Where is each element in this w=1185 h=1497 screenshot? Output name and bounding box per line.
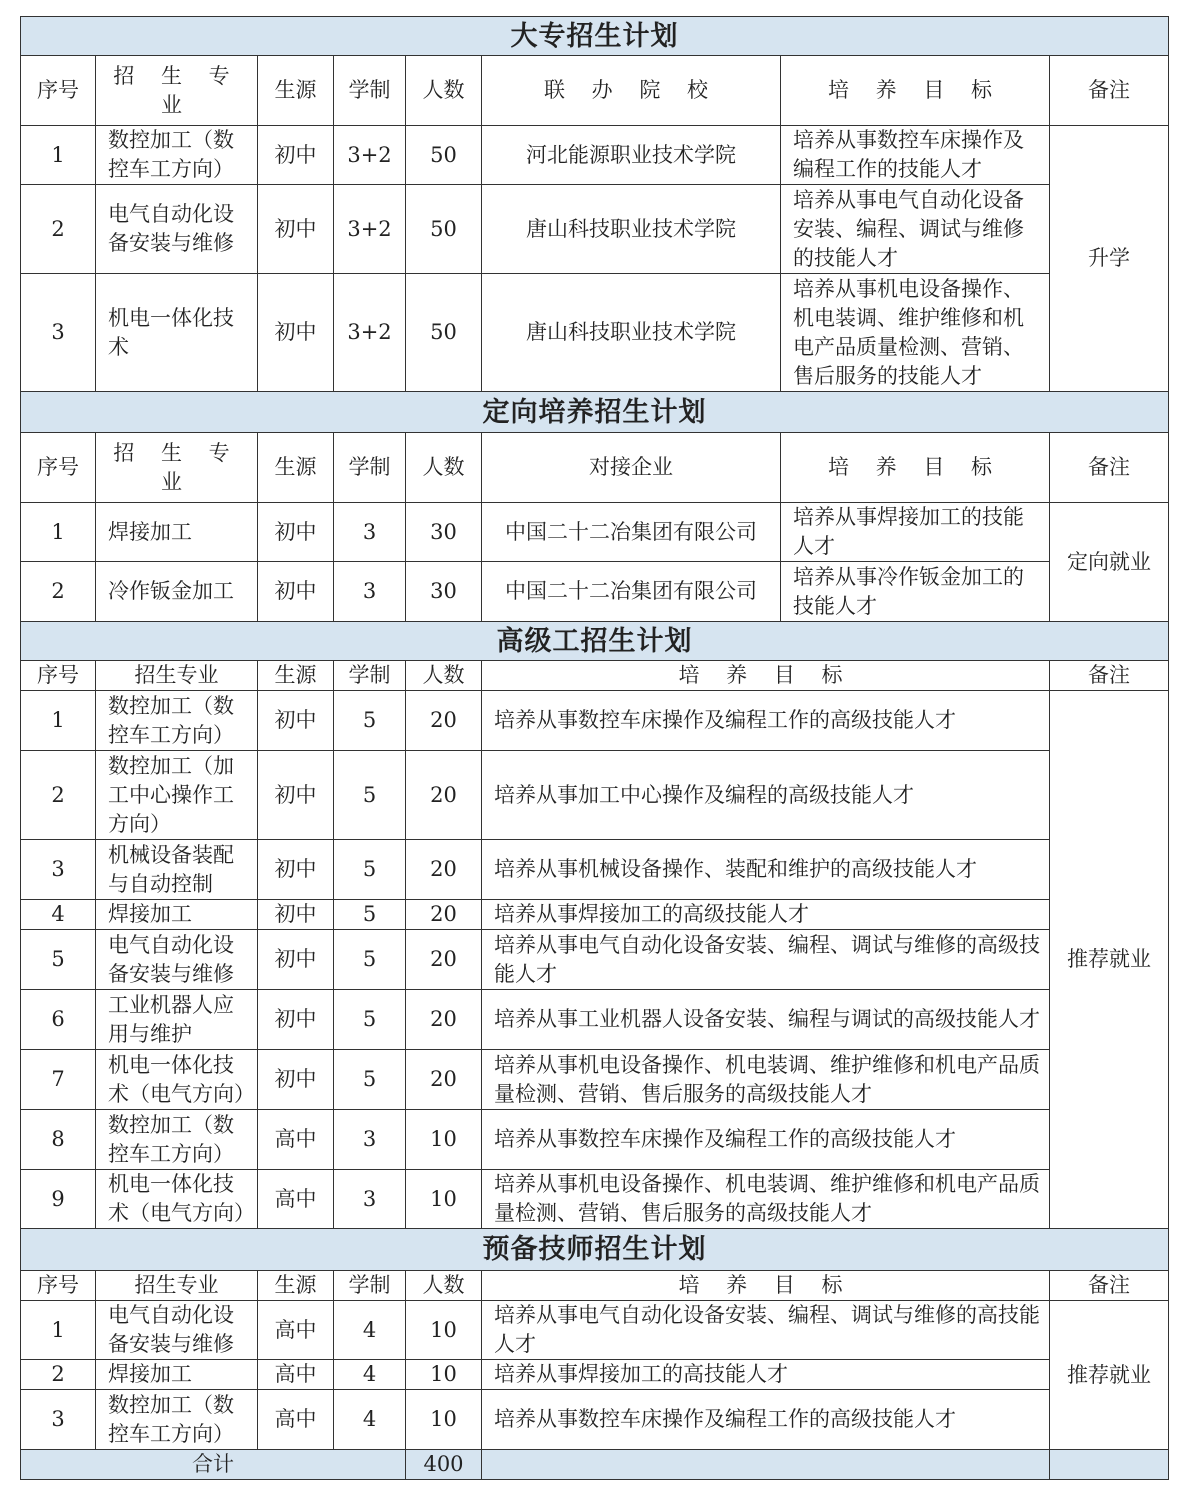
header-cell: 序号 [21,56,96,126]
major-cell: 电气自动化设备安装与维修 [96,1301,258,1360]
header-row [21,661,1169,691]
header-cell: 序号 [21,433,96,503]
major-cell: 数控加工（数控车工方向） [96,1390,258,1450]
row-number: 8 [21,1110,96,1170]
section-header-yubei [21,1229,1169,1271]
table-row [21,126,1169,185]
source-cell: 初中 [258,1050,334,1110]
years-cell: 5 [334,930,406,990]
row-number: 1 [21,503,96,562]
goal-cell: 培养从事加工中心操作及编程的高级技能人才 [482,751,1050,840]
years-cell: 5 [334,990,406,1050]
remark-cell: 推荐就业 [1050,1301,1169,1450]
header-row [21,56,1169,126]
source-cell: 高中 [258,1110,334,1170]
years-cell: 3 [334,1110,406,1170]
header-cell: 序号 [21,661,96,691]
partner-cell: 河北能源职业技术学院 [482,126,781,185]
years-cell: 4 [334,1301,406,1360]
header-cell: 备注 [1050,56,1169,126]
goal-cell: 培养从事焊接加工的高级技能人才 [482,900,1050,930]
row-number: 6 [21,990,96,1050]
header-cell: 培 养 目 标 [482,1271,1050,1301]
header-cell: 联 办 院 校 [482,56,781,126]
table-row [21,185,1169,274]
years-cell: 5 [334,1050,406,1110]
major-cell: 机电一体化技术 [96,274,258,392]
goal-cell: 培养从事工业机器人设备安装、编程与调试的高级技能人才 [482,990,1050,1050]
major-cell: 数控加工（加工中心操作工方向） [96,751,258,840]
goal-cell: 培养从事电气自动化设备安装、编程、调试与维修的技能人才 [781,185,1050,274]
remark-cell: 推荐就业 [1050,691,1169,1229]
header-cell: 学制 [334,661,406,691]
row-number: 2 [21,751,96,840]
source-cell: 初中 [258,126,334,185]
count-cell: 50 [406,274,482,392]
header-cell: 学制 [334,433,406,503]
table-row [21,1301,1169,1360]
partner-cell: 中国二十二冶集团有限公司 [482,503,781,562]
goal-cell: 培养从事焊接加工的技能人才 [781,503,1050,562]
source-cell: 初中 [258,990,334,1050]
header-cell: 学制 [334,56,406,126]
table-row [21,1170,1169,1229]
table-row [21,930,1169,990]
header-cell: 序号 [21,1271,96,1301]
row-number: 2 [21,185,96,274]
count-cell: 20 [406,900,482,930]
header-cell: 学制 [334,1271,406,1301]
source-cell: 初中 [258,751,334,840]
partner-cell: 唐山科技职业技术学院 [482,274,781,392]
count-cell: 10 [406,1390,482,1450]
header-cell: 生源 [258,433,334,503]
header-cell: 培 养 目 标 [781,433,1050,503]
total-empty-cell [482,1450,1050,1480]
major-cell: 数控加工（数控车工方向） [96,1110,258,1170]
table-row [21,990,1169,1050]
row-number: 3 [21,1390,96,1450]
count-cell: 20 [406,751,482,840]
source-cell: 高中 [258,1390,334,1450]
goal-cell: 培养从事电气自动化设备安装、编程、调试与维修的高级技能人才 [482,930,1050,990]
header-cell: 备注 [1050,433,1169,503]
table-row [21,900,1169,930]
row-number: 9 [21,1170,96,1229]
header-cell: 招 生 专 业 [96,56,258,126]
count-cell: 30 [406,503,482,562]
table-row [21,1360,1169,1390]
count-cell: 20 [406,990,482,1050]
section-title: 高级工招生计划 [21,622,1169,661]
header-cell: 人数 [406,433,482,503]
total-empty-cell [1050,1450,1169,1480]
header-cell: 备注 [1050,661,1169,691]
table-row [21,751,1169,840]
goal-cell: 培养从事数控车床操作及编程工作的高级技能人才 [482,1110,1050,1170]
table-row [21,274,1169,392]
source-cell: 初中 [258,503,334,562]
goal-cell: 培养从事焊接加工的高技能人才 [482,1360,1050,1390]
header-row [21,433,1169,503]
source-cell: 初中 [258,562,334,622]
count-cell: 10 [406,1301,482,1360]
row-number: 4 [21,900,96,930]
count-cell: 10 [406,1110,482,1170]
count-cell: 20 [406,1050,482,1110]
row-number: 7 [21,1050,96,1110]
major-cell: 电气自动化设备安装与维修 [96,930,258,990]
major-cell: 机电一体化技术（电气方向） [96,1170,258,1229]
row-number: 3 [21,274,96,392]
major-cell: 数控加工（数控车工方向） [96,691,258,751]
header-cell: 招生专业 [96,1271,258,1301]
section-header-gaoji [21,622,1169,661]
goal-cell: 培养从事机电设备操作、机电装调、维护维修和机电产品质量检测、营销、售后服务的技能人才 [781,274,1050,392]
years-cell: 3+2 [334,274,406,392]
count-cell: 10 [406,1360,482,1390]
header-cell: 生源 [258,661,334,691]
count-cell: 10 [406,1170,482,1229]
source-cell: 高中 [258,1170,334,1229]
table-row [21,503,1169,562]
total-row [21,1450,1169,1480]
major-cell: 数控加工（数控车工方向） [96,126,258,185]
row-number: 1 [21,1301,96,1360]
years-cell: 5 [334,691,406,751]
header-cell: 备注 [1050,1271,1169,1301]
goal-cell: 培养从事冷作钣金加工的技能人才 [781,562,1050,622]
enrollment-plan-table [20,16,1169,1480]
count-cell: 50 [406,126,482,185]
header-row [21,1271,1169,1301]
table-row [21,1110,1169,1170]
header-cell: 人数 [406,661,482,691]
source-cell: 初中 [258,930,334,990]
count-cell: 50 [406,185,482,274]
major-cell: 机械设备装配与自动控制 [96,840,258,900]
header-cell: 生源 [258,1271,334,1301]
major-cell: 焊接加工 [96,1360,258,1390]
goal-cell: 培养从事数控车床操作及编程工作的技能人才 [781,126,1050,185]
source-cell: 初中 [258,691,334,751]
major-cell: 电气自动化设备安装与维修 [96,185,258,274]
table-row [21,840,1169,900]
goal-cell: 培养从事机械设备操作、装配和维护的高级技能人才 [482,840,1050,900]
years-cell: 3+2 [334,185,406,274]
section-title: 定向培养招生计划 [21,392,1169,433]
count-cell: 20 [406,840,482,900]
remark-cell: 升学 [1050,126,1169,392]
source-cell: 初中 [258,840,334,900]
count-cell: 20 [406,691,482,751]
header-cell: 招生专业 [96,661,258,691]
years-cell: 3+2 [334,126,406,185]
years-cell: 3 [334,562,406,622]
major-cell: 机电一体化技术（电气方向） [96,1050,258,1110]
years-cell: 5 [334,900,406,930]
table-row [21,691,1169,751]
section-header-dingxiang [21,392,1169,433]
header-cell: 培 养 目 标 [781,56,1050,126]
section-title: 预备技师招生计划 [21,1229,1169,1271]
header-cell: 培 养 目 标 [482,661,1050,691]
years-cell: 4 [334,1360,406,1390]
goal-cell: 培养从事电气自动化设备安装、编程、调试与维修的高技能人才 [482,1301,1050,1360]
row-number: 5 [21,930,96,990]
section-title: 大专招生计划 [21,17,1169,56]
goal-cell: 培养从事机电设备操作、机电装调、维护维修和机电产品质量检测、营销、售后服务的高级技能人才 [482,1170,1050,1229]
table-row [21,1390,1169,1450]
row-number: 1 [21,126,96,185]
goal-cell: 培养从事机电设备操作、机电装调、维护维修和机电产品质量检测、营销、售后服务的高级技能人才 [482,1050,1050,1110]
major-cell: 工业机器人应用与维护 [96,990,258,1050]
source-cell: 初中 [258,900,334,930]
remark-cell: 定向就业 [1050,503,1169,622]
row-number: 2 [21,562,96,622]
header-cell: 人数 [406,56,482,126]
major-cell: 冷作钣金加工 [96,562,258,622]
total-count: 400 [406,1450,482,1480]
header-cell: 生源 [258,56,334,126]
section-header-dazhuan [21,17,1169,56]
partner-cell: 中国二十二冶集团有限公司 [482,562,781,622]
goal-cell: 培养从事数控车床操作及编程工作的高级技能人才 [482,691,1050,751]
years-cell: 3 [334,503,406,562]
source-cell: 初中 [258,185,334,274]
source-cell: 初中 [258,274,334,392]
table-row [21,562,1169,622]
total-label: 合计 [21,1450,406,1480]
years-cell: 4 [334,1390,406,1450]
header-cell: 对接企业 [482,433,781,503]
count-cell: 30 [406,562,482,622]
row-number: 1 [21,691,96,751]
header-cell: 人数 [406,1271,482,1301]
header-cell: 招 生 专 业 [96,433,258,503]
partner-cell: 唐山科技职业技术学院 [482,185,781,274]
source-cell: 高中 [258,1360,334,1390]
major-cell: 焊接加工 [96,900,258,930]
years-cell: 3 [334,1170,406,1229]
row-number: 2 [21,1360,96,1390]
goal-cell: 培养从事数控车床操作及编程工作的高级技能人才 [482,1390,1050,1450]
table-row [21,1050,1169,1110]
count-cell: 20 [406,930,482,990]
years-cell: 5 [334,840,406,900]
row-number: 3 [21,840,96,900]
major-cell: 焊接加工 [96,503,258,562]
source-cell: 高中 [258,1301,334,1360]
years-cell: 5 [334,751,406,840]
